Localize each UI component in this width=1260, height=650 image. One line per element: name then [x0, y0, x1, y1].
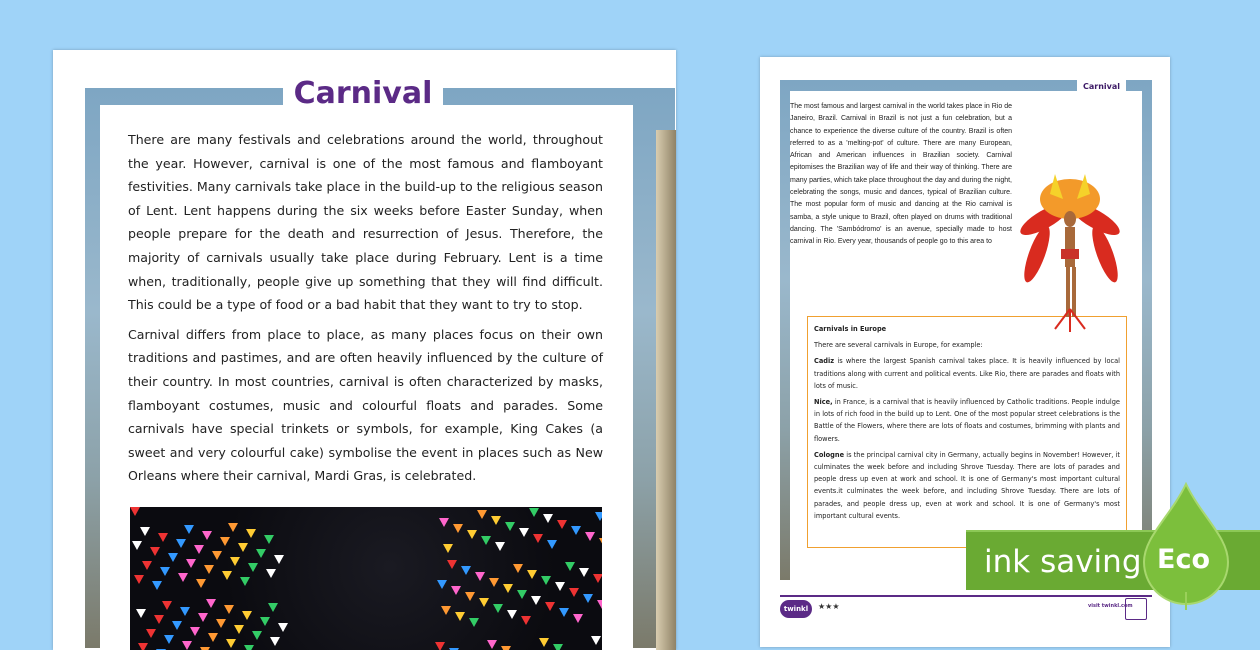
eco-label: Eco: [1157, 544, 1210, 575]
bunting-flag: [248, 563, 258, 572]
bunting-flag: [190, 627, 200, 636]
bunting-flag: [533, 534, 543, 543]
bunting-flag: [503, 584, 513, 593]
bunting-flag: [481, 536, 491, 545]
box-heading: Carnivals in Europe: [814, 325, 887, 333]
bunting-flag: [186, 559, 196, 568]
bunting-flag: [198, 613, 208, 622]
bunting-flag: [252, 631, 262, 640]
bunting-flag: [230, 557, 240, 566]
bunting-flag: [513, 564, 523, 573]
bunting-flag: [439, 518, 449, 527]
visit-link[interactable]: visit twinkl.com: [1088, 603, 1133, 609]
bunting-flag: [545, 602, 555, 611]
bunting-flag: [176, 539, 186, 548]
bunting-flag: [443, 544, 453, 553]
bunting-flag: [495, 542, 505, 551]
bunting-flag: [208, 633, 218, 642]
float-spacer: [1012, 161, 1130, 326]
bunting-flag: [268, 603, 278, 612]
bunting-flag: [531, 596, 541, 605]
twinkl-logo: twinkl: [780, 600, 812, 618]
bunting-flag: [461, 566, 471, 575]
bunting-flag: [274, 555, 284, 564]
bunting-flag: [222, 571, 232, 580]
bunting-flag: [194, 545, 204, 554]
city-text: is where the largest Spanish carnival takes place. It is heavily influenced by local traditions along with current and political events. Like Rio, there are parades and floats with lots of music.: [814, 357, 1120, 390]
bunting-flag: [162, 601, 172, 610]
bunting-flag: [475, 572, 485, 581]
city-name: Cadiz: [814, 357, 835, 366]
paragraph: Carnival differs from place to place, as many places focus on their own traditions and pastimes, and are often heavily influenced by the culture of their country. In most countries, carnival is often characterized by masks, flamboyant costumes, music and colourful floats and parades. Some carnivals have special trinkets or symbols, for example, King Cakes (a sweet and very colourful cake) symbolise the event in places such as New Orleans where their carnival, Mardi Gras, is celebrated.: [128, 326, 603, 484]
city-name: Cologne: [814, 450, 845, 459]
bunting-flag: [487, 640, 497, 649]
bunting-flag: [164, 635, 174, 644]
bunting-flag: [477, 510, 487, 519]
bunting-flag: [559, 608, 569, 617]
bunting-flag: [204, 565, 214, 574]
bunting-flag: [447, 560, 457, 569]
bunting-flag: [555, 582, 565, 591]
bunting-flag: [202, 531, 212, 540]
bunting-flag: [441, 606, 451, 615]
bunting-flag: [244, 645, 254, 650]
footer-divider: [780, 595, 1152, 597]
bunting-flag: [240, 577, 250, 586]
bunting-flag: [160, 567, 170, 576]
bunting-flag: [146, 629, 156, 638]
bunting-flag: [437, 580, 447, 589]
bunting-flag: [585, 532, 595, 541]
bunting-flag: [451, 586, 461, 595]
bunting-flag: [599, 538, 602, 547]
bunting-flag: [453, 524, 463, 533]
bunting-flag: [238, 543, 248, 552]
bunting-flag: [595, 512, 602, 521]
bunting-flag: [507, 610, 517, 619]
bunting-flag: [246, 529, 256, 538]
bunting-flag: [178, 573, 188, 582]
body-text: [128, 128, 603, 494]
bunting-flag: [583, 594, 593, 603]
bunting-flag: [216, 619, 226, 628]
bunting-flag: [553, 644, 563, 650]
bunting-flag: [469, 618, 479, 627]
bunting-flag: [154, 615, 164, 624]
bunting-flag: [130, 507, 140, 516]
intro-text: [790, 101, 1130, 326]
bunting-flag: [168, 553, 178, 562]
bunting-flag: [150, 547, 160, 556]
bunting-flag: [479, 598, 489, 607]
bunting-flag: [591, 636, 601, 645]
city-text: in France, is a carnival that is heavily influenced by Catholic traditions. People indulge in lots of rich food in the build up to Lent. One of the most popular street celebrations is the Battle of the Flowers, where there are lots of floats and costumes, brimming with plants and flowers.: [814, 398, 1120, 443]
page-header: Carnival: [1077, 80, 1126, 93]
bunting-flag: [212, 551, 222, 560]
bunting-flag: [557, 520, 567, 529]
bunting-flag: [260, 617, 270, 626]
bunting-flag: [242, 611, 252, 620]
bunting-flag: [519, 528, 529, 537]
europe-item-cologne: [814, 449, 1120, 522]
carnivals-in-europe-box: [807, 316, 1127, 548]
intro-paragraph: The most famous and largest carnival in the world takes place in Rio de Janeiro, Brazil. Carnival in Brazil is not just a fun celebration, but a chance to experience the diverse culture of the country. Brazil is often referred to as a 'melting-pot' of culture. There are many European, African and American influences in Brazilian society. Carnival epitomises the Brazilian way of life and their way of thinking. There are many parties, which take place throughout the day and during the night, celebrating the songs, music and dances, typical of Brazilian culture. The most popular form of music and dancing at the Rio carnival is samba, a style unique to Brazil, often played on drums with traditional dancing. The 'Sambódromo' is an avenue, specially made to host carnival in Rio. Every year, thousands of people go to this area to: [790, 103, 1012, 246]
bunting-flag: [541, 576, 551, 585]
bunting-flag: [505, 522, 515, 531]
bunting-flag: [565, 562, 575, 571]
bunting-flag: [182, 641, 192, 650]
europe-item-nice: [814, 396, 1120, 445]
bunting-flag: [228, 523, 238, 532]
bunting-flag: [435, 642, 445, 650]
bunting-flag: [569, 588, 579, 597]
bunting-flag: [597, 600, 602, 609]
bunting-flag: [256, 549, 266, 558]
bunting-flag: [521, 616, 531, 625]
bunting-flag: [501, 646, 511, 650]
bunting-flag: [152, 581, 162, 590]
bunting-flag: [172, 621, 182, 630]
statue-illustration: [656, 130, 676, 650]
bunting-flag: [529, 508, 539, 517]
city-text: is the principal carnival city in Germany, actually begins in November! However, it culminates the week before and including Shrove Tuesday. There are lots of parades and people dress up even at work and school. It is one of Germany's most important cultural events.it culminates the week before, and including Shrove Tuesday. There are lots of parades, and people dress up, even at work and school. It is one of Germany's most important cultural events.: [814, 450, 1120, 520]
bunting-flag: [517, 590, 527, 599]
bunting-flag: [134, 575, 144, 584]
bunting-flag: [573, 614, 583, 623]
bunting-flag: [571, 526, 581, 535]
document-page-left: [53, 50, 676, 650]
bunting-flag: [264, 535, 274, 544]
box-intro: There are several carnivals in Europe, for example:: [814, 341, 983, 350]
bunting-flag: [140, 527, 150, 536]
bunting-flag: [226, 639, 236, 648]
bunting-flag: [196, 579, 206, 588]
bunting-flag: [220, 537, 230, 546]
bunting-flag: [579, 568, 589, 577]
bunting-flag: [455, 612, 465, 621]
bunting-flag: [527, 570, 537, 579]
paragraph: There are many festivals and celebrations around the world, throughout the year. However, carnival is one of the most famous and flamboyant festivities. Many carnivals take place in the build-up to the religious season of Lent. Lent happens during the six weeks before Easter Sunday, when people prepare for the death and resurrection of Jesus. Therefore, the majority of carnivals usually take place during February. Lent is a time when, traditionally, people give up something that they will find difficult. This could be a type of food or a bad habit that they want to try to stop.: [128, 132, 603, 313]
bunting-flag: [539, 638, 549, 647]
bunting-flag: [132, 541, 142, 550]
difficulty-stars: ★★★: [818, 602, 840, 611]
bunting-flag: [138, 643, 148, 650]
bunting-flag: [142, 561, 152, 570]
bunting-flag: [543, 514, 553, 523]
page-title: Carnival: [283, 76, 443, 116]
bunting-flag: [489, 578, 499, 587]
bunting-flag: [224, 605, 234, 614]
bunting-flag: [266, 569, 276, 578]
europe-item-cadiz: [814, 355, 1120, 392]
ink-saving-label: ink saving: [984, 544, 1142, 580]
city-name: Nice,: [814, 398, 833, 407]
bunting-flag: [547, 540, 557, 549]
bunting-flag: [206, 599, 216, 608]
eco-leaf-badge: [1142, 482, 1230, 612]
carnival-photo: [130, 507, 602, 650]
bunting-flag: [493, 604, 503, 613]
bunting-flag: [180, 607, 190, 616]
bunting-flag: [270, 637, 280, 646]
bunting-flag: [467, 530, 477, 539]
bunting-flag: [158, 533, 168, 542]
bunting-flag: [184, 525, 194, 534]
bunting-flag: [136, 609, 146, 618]
bunting-flag: [278, 623, 288, 632]
bunting-flag: [491, 516, 501, 525]
bunting-flag: [465, 592, 475, 601]
bunting-flag: [593, 574, 602, 583]
